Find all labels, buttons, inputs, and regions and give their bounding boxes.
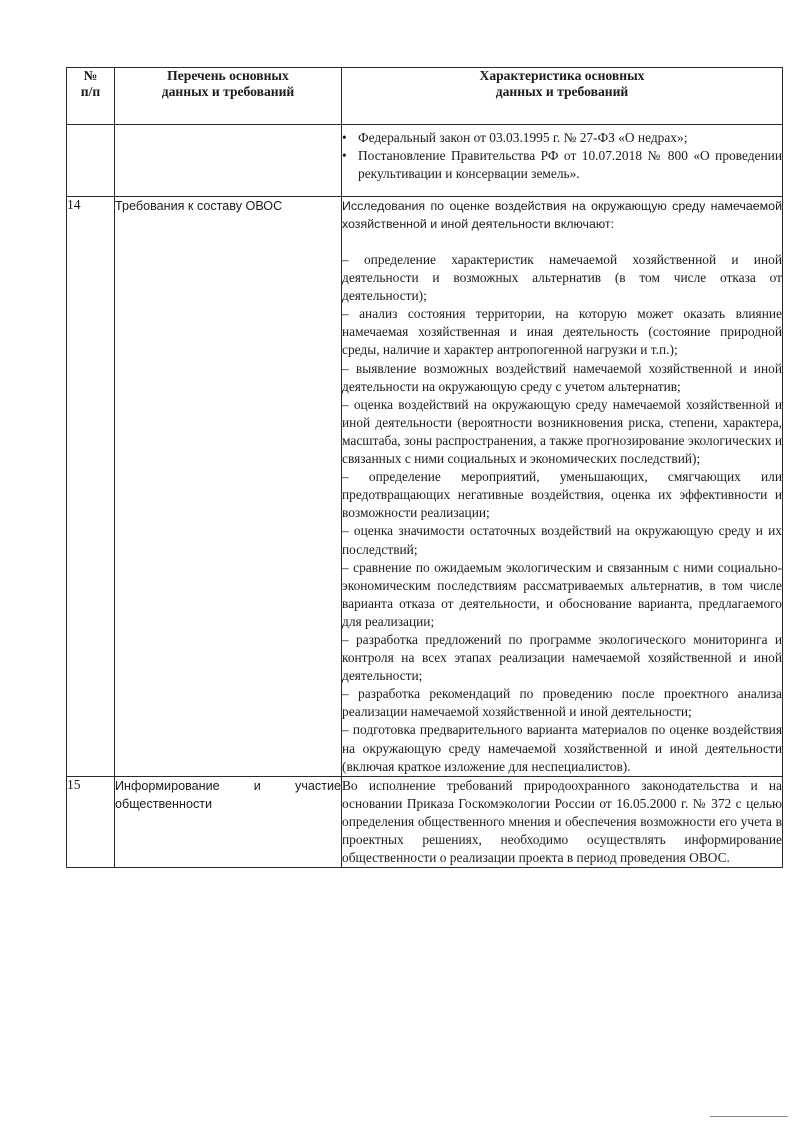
list-item: – оценка значимости остаточных воздействий на окружающую среду и их последствий; — [342, 523, 782, 557]
list-item: – определение характеристик намечаемой хозяйственной и иной деятельности и возможных альтернатив (в том числе отказа от деятельности); — [342, 252, 782, 304]
header-name: Перечень основных данных и требований — [115, 68, 342, 125]
row-title: Информирование и участие общественности — [115, 776, 342, 867]
bullet-icon: • — [342, 130, 347, 145]
list-item: • Федеральный закон от 03.03.1995 г. № 27-ФЗ «О недрах»; — [342, 129, 782, 147]
header-num: № п/п — [67, 68, 115, 125]
row-title: Требования к составу ОВОС — [115, 197, 342, 777]
cell-name — [115, 125, 342, 197]
list-item: – оценка воздействий на окружающую среду намечаемой хозяйственной и иной деятельности (вероятности возникновения риска, степени, характера, масштаба, зоны распространения, а также прогнозирование экологических и связанных с ними социальных и экономических последствий); — [342, 396, 782, 467]
table-header-row — [67, 68, 783, 125]
row-number: 15 — [67, 776, 115, 867]
list-item: – анализ состояния территории, на которую может оказать влияние намечаемая хозяйственная и иная деятельность (состояние природной среды, наличие и характер антропогенной нагрузки и т.п.); — [342, 306, 782, 358]
intro-text: Исследования по оценке воздействия на окружающую среду намечаемой хозяйственной и иной деятельности включают: — [342, 199, 782, 231]
list-item: – разработка рекомендаций по проведению после проектного анализа реализации намечаемой хозяйственной и иной деятельности; — [342, 686, 782, 720]
list-item: – подготовка предварительного варианта материалов по оценке воздействия на окружающую среду намечаемой хозяйственной и иной деятельности (включая краткое изложение для неспециалистов). — [342, 722, 782, 774]
row-number: 14 — [67, 197, 115, 777]
bullet-icon: • — [342, 148, 347, 164]
footer-line — [710, 1116, 788, 1117]
row-description: Во исполнение требований природоохранного законодательства и на основании Приказа Госкомэкологии России от 16.05.2000 г. № 372 с целью определения общественного мнения и обеспечения возможности его учета в проектных решениях, необходимо осуществлять информирование общественности о реализации проекта в период проведения ОВОС. — [342, 776, 783, 867]
list-item: – сравнение по ожидаемым экологическим и связанным с ними социально-экономическим последствиям рассматриваемых альтернатив, в том числе варианта отказа от деятельности, и обоснование варианта, предлагаемого для реализации; — [342, 559, 782, 629]
header-desc: Характеристика основных данных и требований — [342, 68, 783, 125]
table-row — [67, 776, 783, 867]
list-item: – разработка предложений по программе экологического мониторинга и контроля на всех этапах реализации намечаемой хозяйственной и иной деятельности; — [342, 631, 782, 684]
requirements-table — [66, 67, 783, 868]
table-row — [67, 197, 783, 777]
table-row — [67, 125, 783, 197]
cell-num — [67, 125, 115, 197]
list-item: • Постановление Правительства РФ от 10.07.2018 № 800 «О проведении рекультивации и консервации земель». — [342, 148, 782, 182]
cell-desc — [342, 125, 783, 197]
row-description — [342, 197, 783, 777]
list-item: – определение мероприятий, уменьшающих, смягчающих или предотвращающих негативные воздействия, оценка их эффективности и возможности реализации; — [342, 469, 782, 521]
list-item: – выявление возможных воздействий намечаемой хозяйственной и иной деятельности на окружающую среду с учетом альтернатив; — [342, 360, 782, 394]
